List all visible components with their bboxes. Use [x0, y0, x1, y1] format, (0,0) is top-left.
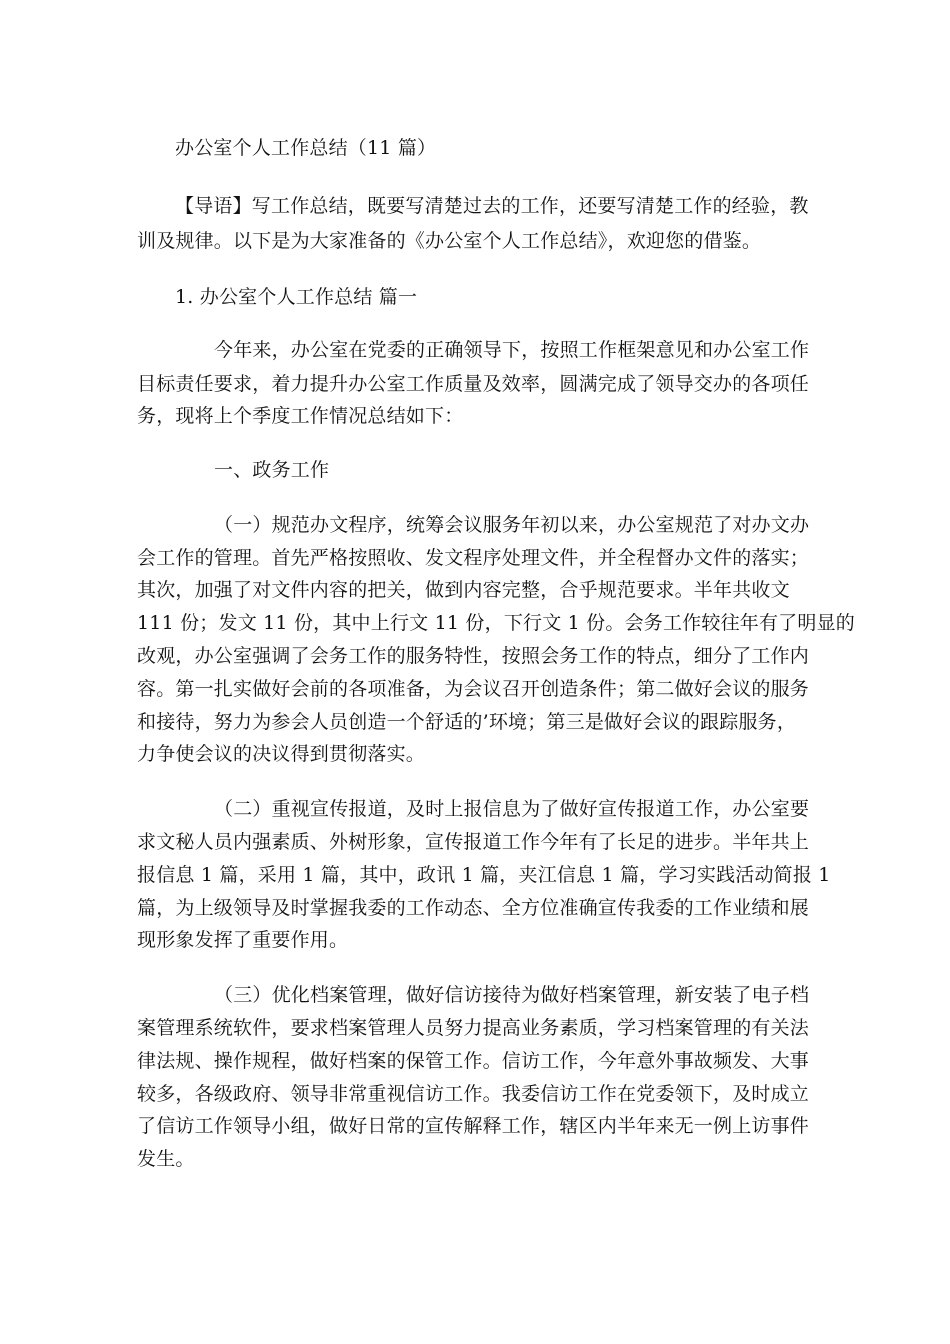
document-title: 办公室个人工作总结（11 篇） — [175, 137, 437, 159]
block2-line-5: 现形象发挥了重要作用。 — [137, 929, 349, 951]
block3-line-5: 了信访工作领导小组，做好日常的宣传解释工作，辖区内半年来无一例上访事件 — [137, 1115, 810, 1137]
block2-line-3: 报信息 1 篇，采用 1 篇，其中，政讯 1 篇，夹江信息 1 篇，学习实践活动简报 1 — [137, 864, 831, 886]
paragraph1-line-2: 目标责任要求，着力提升办公室工作质量及效率，圆满完成了领导交办的各项任 — [137, 373, 810, 395]
block2-line-2: 求文秘人员内强素质、外树形象，宣传报道工作今年有了长足的进步。半年共上 — [137, 831, 810, 853]
block3-line-3: 律法规、操作规程，做好档案的保管工作。信访工作，今年意外事故频发、大事 — [137, 1050, 810, 1072]
section-heading: 1. 办公室个人工作总结 篇一 — [175, 286, 418, 308]
block2-line-1: （二）重视宣传报道，及时上报信息为了做好宣传报道工作，办公室要 — [214, 798, 810, 820]
block1-line-8: 力争使会议的决议得到贯彻落实。 — [137, 743, 426, 765]
block1-line-2: 会工作的管理。首先严格按照收、发文程序处理文件，并全程督办文件的落实； — [137, 547, 810, 569]
block1-line-1: （一）规范办文程序，统筹会议服务年初以来，办公室规范了对办文办 — [214, 514, 810, 536]
block2-line-4: 篇，为上级领导及时掌握我委的工作动态、全方位准确宣传我委的工作业绩和展 — [137, 897, 810, 919]
intro-line-1: 【导语】写工作总结，既要写清楚过去的工作，还要写清楚工作的经验，教 — [175, 195, 809, 217]
block3-line-6: 发生。 — [137, 1148, 195, 1170]
paragraph1-line-3: 务，现将上个季度工作情况总结如下： — [137, 405, 464, 427]
heading-zhengwu: 一、政务工作 — [214, 459, 330, 481]
block1-line-3: 其次，加强了对文件内容的把关，做到内容完整，合乎规范要求。半年共收文 — [137, 579, 790, 601]
block1-line-5: 改观，办公室强调了会务工作的服务特性，按照会务工作的特点，细分了工作内 — [137, 645, 810, 667]
block1-line-4: 111 份；发文 11 份，其中上行文 11 份，下行文 1 份。会务工作较往年有了明显的 — [137, 612, 855, 634]
intro-line-2: 训及规律。以下是为大家准备的《办公室个人工作总结》，欢迎您的借鉴。 — [137, 230, 762, 252]
block3-line-1: （三）优化档案管理，做好信访接待为做好档案管理，新安装了电子档 — [214, 984, 810, 1006]
block3-line-4: 较多，各级政府、领导非常重视信访工作。我委信访工作在党委领下，及时成立 — [137, 1083, 810, 1105]
block3-line-2: 案管理系统软件，要求档案管理人员努力提高业务素质，学习档案管理的有关法 — [137, 1017, 810, 1039]
block1-line-6: 容。第一扎实做好会前的各项准备，为会议召开创造条件；第二做好会议的服务 — [137, 678, 810, 700]
paragraph1-line-1: 今年来，办公室在党委的正确领导下，按照工作框架意见和办公室工作 — [214, 339, 810, 361]
block1-line-7: 和接待，努力为参会人员创造一个舒适的’环境；第三是做好会议的跟踪服务， — [137, 711, 797, 733]
